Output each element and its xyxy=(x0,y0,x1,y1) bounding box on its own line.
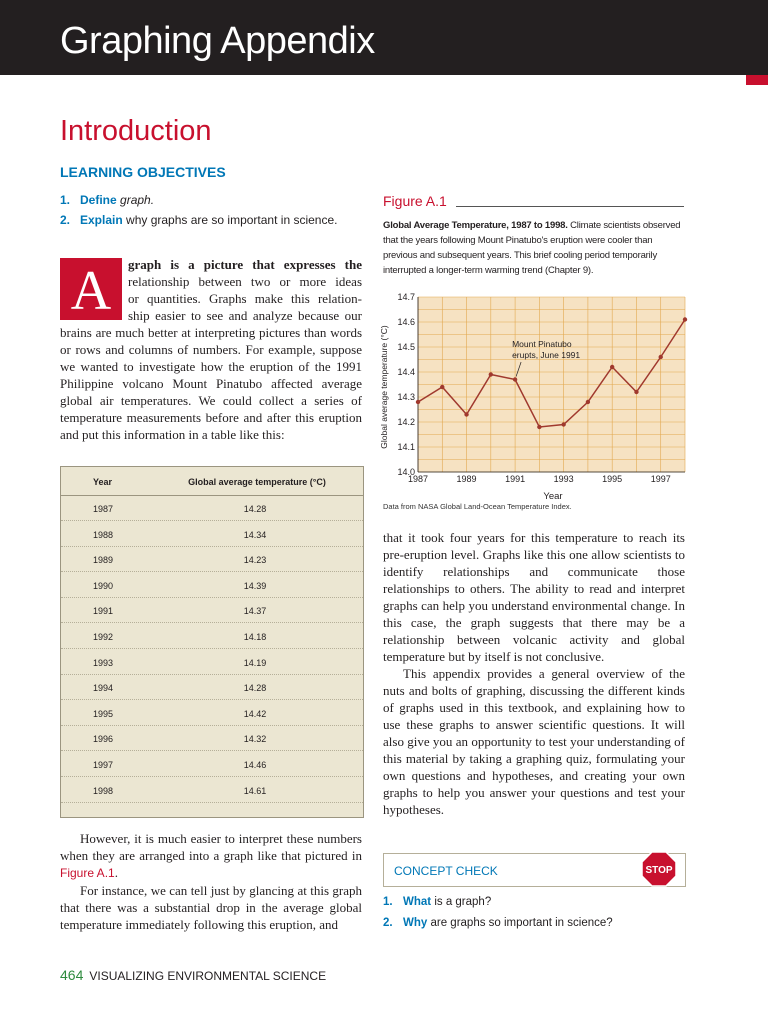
cell-temperature: 14.28 xyxy=(243,504,267,514)
book-title: VISUALIZING ENVIRONMENTAL SCIENCE xyxy=(89,969,327,983)
intro-line: or quantities. Graphs make this relation- xyxy=(128,291,362,306)
paragraph: This appendix provides a general overview of the nuts and bolts of graphing, discussing the different kinds of graphs used in this textbook, and explaining how to use these graphs to answer scientific questions. It will also give you an opportunity to test your understanding of this material by taking a graphing quiz, formulating your own questions and hypotheses, and creating your own graphs to help you answer your questions and test your hypotheses. xyxy=(383,666,685,817)
figure-caption-title: Global Average Temperature, 1987 to 1998. xyxy=(383,220,568,231)
figure-rule xyxy=(456,206,684,207)
cell-year: 1987 xyxy=(93,504,114,514)
figure-caption-text: Climate scientists observed that the years following Mount Pinatubo's eruption were cooler than previous and subsequent years. This brief cooling period temporarily interrupted a longer-term warming trend (Chapter 9). xyxy=(383,220,681,276)
concept-check-text: are graphs so important in science? xyxy=(430,917,613,929)
data-point xyxy=(561,422,565,426)
page-number: 464 xyxy=(60,967,84,983)
table-row xyxy=(61,495,363,521)
cell-year: 1998 xyxy=(93,785,114,796)
x-tick-label: 1997 xyxy=(650,474,671,484)
cell-year: 1988 xyxy=(93,529,114,540)
cell-temperature: 14.61 xyxy=(243,785,267,796)
cell-temperature: 14.34 xyxy=(243,529,267,540)
objective-text: graph. xyxy=(120,193,155,207)
figure-reference-link[interactable]: Figure A.1 xyxy=(60,866,115,880)
cell-year: 1997 xyxy=(93,760,114,770)
concept-check-number: 2. xyxy=(383,917,393,929)
intro-line-text: graph is a picture that expresses the xyxy=(128,257,362,272)
cell-year: 1994 xyxy=(93,683,114,694)
data-point xyxy=(440,385,444,389)
intro-line: ship easier to see and analyze because our xyxy=(128,308,362,323)
paragraph: For instance, we can tell just by glancing at this graph that there was a substantial drop in the average global temperature immediately following this eruption, and xyxy=(60,883,362,932)
cell-temperature: 14.23 xyxy=(243,555,267,566)
data-point xyxy=(464,412,468,416)
temperature-line-chart xyxy=(370,290,688,502)
paragraph: that it took four years for this temperature to reach its pre-eruption level. Graphs like this one allow scientists to identify relationships and communicate those relationships to others. The ability to read and interpret graphs can help you understand environmental change. In this case, the graph suggests that there may be a relationship between volcanic activity and global temperature but by itself is not conclusive. xyxy=(383,530,685,664)
cell-temperature: 14.32 xyxy=(243,734,267,745)
objective-verb: Define xyxy=(80,193,117,207)
data-point xyxy=(513,377,517,381)
temperature-table xyxy=(60,466,364,818)
y-axis-label: Global average temperature (°C) xyxy=(379,325,389,449)
concept-check-title: CONCEPT CHECK xyxy=(394,864,498,878)
y-tick-label: 14.1 xyxy=(397,442,415,452)
table-row xyxy=(61,649,363,675)
cell-year: 1991 xyxy=(93,606,114,617)
column-header-year: Year xyxy=(93,477,113,487)
x-tick-label: 1987 xyxy=(407,474,429,484)
y-tick-label: 14.3 xyxy=(397,392,415,402)
concept-check-box xyxy=(383,853,686,887)
paragraph xyxy=(60,830,362,882)
concept-check-item xyxy=(383,896,491,908)
chart-grid xyxy=(418,297,685,472)
table-row xyxy=(61,546,363,572)
paragraph-text: . xyxy=(114,865,118,880)
cell-temperature: 14.42 xyxy=(243,708,267,719)
table-row xyxy=(61,700,363,726)
objective-verb: Explain xyxy=(80,213,123,227)
data-point xyxy=(634,390,638,394)
data-point xyxy=(610,365,614,369)
cell-temperature: 14.39 xyxy=(243,580,267,591)
y-tick-label: 14.7 xyxy=(397,292,415,302)
objective-item xyxy=(60,193,154,207)
cell-temperature: 14.37 xyxy=(243,606,267,617)
annotation-line: Mount Pinatubo xyxy=(512,339,572,349)
figure-caption xyxy=(383,218,685,278)
intro-first-lines xyxy=(128,256,362,324)
data-point xyxy=(586,400,590,404)
data-point xyxy=(537,425,541,429)
table-row xyxy=(61,751,363,777)
drop-cap: A xyxy=(60,258,122,320)
data-point xyxy=(489,372,493,376)
cell-temperature: 14.19 xyxy=(243,657,267,668)
y-tick-label: 14.0 xyxy=(397,467,415,477)
table-row xyxy=(61,777,363,803)
stop-sign-icon xyxy=(641,851,677,887)
cell-year: 1992 xyxy=(93,632,114,642)
objective-number: 2. xyxy=(60,213,71,227)
y-tick-label: 14.2 xyxy=(397,417,415,427)
table-row xyxy=(61,674,363,700)
cell-temperature: 14.46 xyxy=(243,760,267,770)
table-row xyxy=(61,597,363,623)
figure-source: Data from NASA Global Land-Ocean Temperature Index. xyxy=(383,502,572,511)
intro-line: relationship between two or more ideas xyxy=(128,274,362,289)
intro-line xyxy=(128,256,362,273)
objective-number: 1. xyxy=(60,193,71,207)
cell-year: 1993 xyxy=(93,657,114,668)
column-header-temperature: Global average temperature (°C) xyxy=(188,477,326,487)
data-point xyxy=(659,355,663,359)
concept-check-verb: Why xyxy=(403,917,428,929)
page-title: Graphing Appendix xyxy=(60,20,375,62)
cell-year: 1996 xyxy=(93,734,114,745)
x-tick-label: 1991 xyxy=(505,474,526,484)
page-footer xyxy=(60,967,326,983)
table-row xyxy=(61,572,363,598)
cell-year: 1989 xyxy=(93,555,114,566)
right-body-text xyxy=(383,529,685,818)
x-axis-label: Year xyxy=(543,491,563,502)
cell-year: 1995 xyxy=(93,708,114,719)
learning-objectives-heading: LEARNING OBJECTIVES xyxy=(60,164,226,180)
paragraph-text: However, it is much easier to interpret these numbers when they are arranged into a graph like that pictured in xyxy=(60,831,362,863)
y-tick-label: 14.5 xyxy=(397,342,415,352)
concept-check-number: 1. xyxy=(383,896,393,908)
data-point xyxy=(416,400,420,404)
stop-sign-text: STOP xyxy=(645,865,673,876)
concept-check-text: is a graph? xyxy=(434,896,492,908)
x-tick-label: 1993 xyxy=(553,474,574,484)
cell-temperature: 14.28 xyxy=(243,683,267,694)
annotation-line: erupts, June 1991 xyxy=(512,350,581,360)
section-title: Introduction xyxy=(60,115,212,147)
x-tick-label: 1995 xyxy=(602,474,623,484)
cell-temperature: 14.18 xyxy=(243,632,267,642)
table-row xyxy=(61,521,363,547)
header-accent xyxy=(746,75,768,85)
y-tick-label: 14.6 xyxy=(397,317,415,327)
objective-text: why graphs are so important in science. xyxy=(126,213,338,227)
table-header xyxy=(61,467,363,496)
y-tick-label: 14.4 xyxy=(397,367,415,377)
figure-label: Figure A.1 xyxy=(383,193,447,209)
concept-check-item xyxy=(383,917,613,929)
intro-paragraph: brains are much better at interpreting pictures than words or rows and columns of numbers. For example, suppose we wanted to investigate how the eruption of the 1991 Philippine volcano Mount Pinatubo affected average global air temperatures. We could collect a series of temperature measurements before and after this eruption and put this information in a table like this: xyxy=(60,325,362,442)
table-row xyxy=(61,623,363,649)
data-point xyxy=(683,317,687,321)
cell-year: 1990 xyxy=(93,580,114,591)
concept-check-verb: What xyxy=(403,896,432,908)
objective-item xyxy=(60,213,337,227)
table-row xyxy=(61,725,363,751)
x-tick-label: 1989 xyxy=(456,474,477,484)
left-bottom-text xyxy=(60,830,362,933)
